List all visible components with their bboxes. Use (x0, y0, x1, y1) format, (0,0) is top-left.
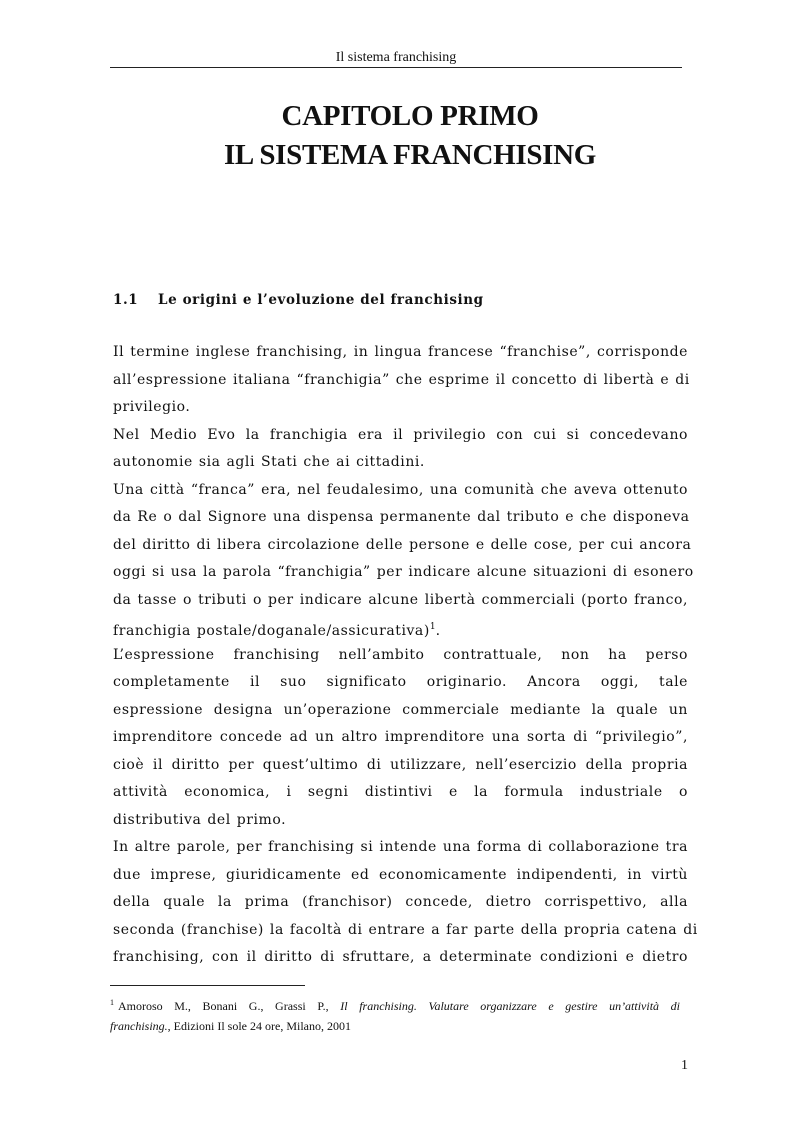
body-line: Una città “franca” era, nel feudalesimo, una comunità che aveva ottenuto (113, 481, 688, 498)
body-line: all’espressione italiana “franchigia” che esprime il concetto di libertà e di (113, 371, 690, 388)
footnote-reference[interactable]: 1 (429, 622, 436, 632)
page-number: 1 (681, 1058, 688, 1073)
footnote-line-2 (110, 1016, 680, 1036)
body-line: da Re o dal Signore una dispensa permanente dal tributo e che disponeva (113, 509, 690, 525)
body-line: oggi si usa la parola “franchigia” per indicare alcune situazioni di esonero (113, 564, 694, 580)
footnote-rule (110, 985, 305, 986)
body-line: da tasse o tributi o per indicare alcune libertà commerciali (porto franco, (113, 591, 688, 608)
body-line: In altre parole, per franchising si intende una forma di collaborazione tra (113, 839, 688, 855)
chapter-title-line-2: IL SISTEMA FRANCHISING (223, 139, 597, 171)
chapter-title (110, 97, 710, 175)
body-line: della quale la prima (franchisor) concede, dietro corrispettivo, alla (113, 894, 688, 910)
footnote-book-title: Il franchising. Valutare organizzare e gestire un’attività di (340, 999, 680, 1013)
footnote-publisher: , Edizioni Il sole 24 ore, Milano, 2001 (167, 1019, 351, 1033)
body-line: due imprese, giuridicamente ed economicamente indipendenti, in virtù (113, 866, 688, 883)
footnote (110, 993, 680, 1036)
section-heading (113, 290, 693, 310)
body-line: distributiva del primo. (113, 811, 287, 828)
body-line: seconda (franchise) la facoltà di entrare a far parte della propria catena di (113, 921, 698, 938)
body-line: espressione designa un’operazione commerciale mediante la quale un (113, 701, 688, 718)
body-text (113, 339, 698, 972)
body-line-text: franchigia postale/doganale/assicurativa) (113, 623, 430, 639)
body-line: Nel Medio Evo la franchigia era il privilegio con cui si concedevano (113, 426, 688, 443)
footnote-book-title-end: franchising. (110, 1019, 168, 1033)
body-line-period: . (435, 623, 441, 639)
body-line (113, 614, 688, 642)
running-header: Il sistema franchising (335, 50, 457, 65)
body-line: autonomie sia agli Stati che ai cittadini. (113, 454, 425, 470)
body-line: Il termine inglese franchising, in lingua francese “franchise”, corrisponde (113, 344, 688, 360)
footnote-mark: 1 (110, 998, 114, 1007)
body-line: imprenditore concede ad un altro imprenditore una sorta di “privilegio”, (113, 729, 688, 745)
body-line: attività economica, i segni distintivi e la formula industriale o (113, 784, 688, 800)
body-line: completamente il suo significato originario. Ancora oggi, tale (113, 674, 688, 690)
body-line: cioè il diritto per quest’ultimo di utilizzare, nell’esercizio della propria (113, 756, 688, 773)
footnote-line-1 (110, 993, 680, 1016)
section-number: 1.1 (113, 292, 139, 308)
footnote-authors: Amoroso M., Bonani G., Grassi P., (118, 999, 341, 1013)
body-line: L’espressione franchising nell’ambito contrattuale, non ha perso (113, 646, 688, 663)
header-rule (110, 67, 682, 68)
section-title: Le origini e l’evoluzione del franchising (158, 292, 484, 308)
body-line: del diritto di libera circolazione delle persone e delle cose, per cui ancora (113, 536, 692, 553)
chapter-title-line-1: CAPITOLO PRIMO (281, 100, 539, 132)
body-line: franchising, con il diritto di sfruttare, a determinate condizioni e dietro (113, 949, 688, 965)
body-line: privilegio. (113, 399, 191, 415)
